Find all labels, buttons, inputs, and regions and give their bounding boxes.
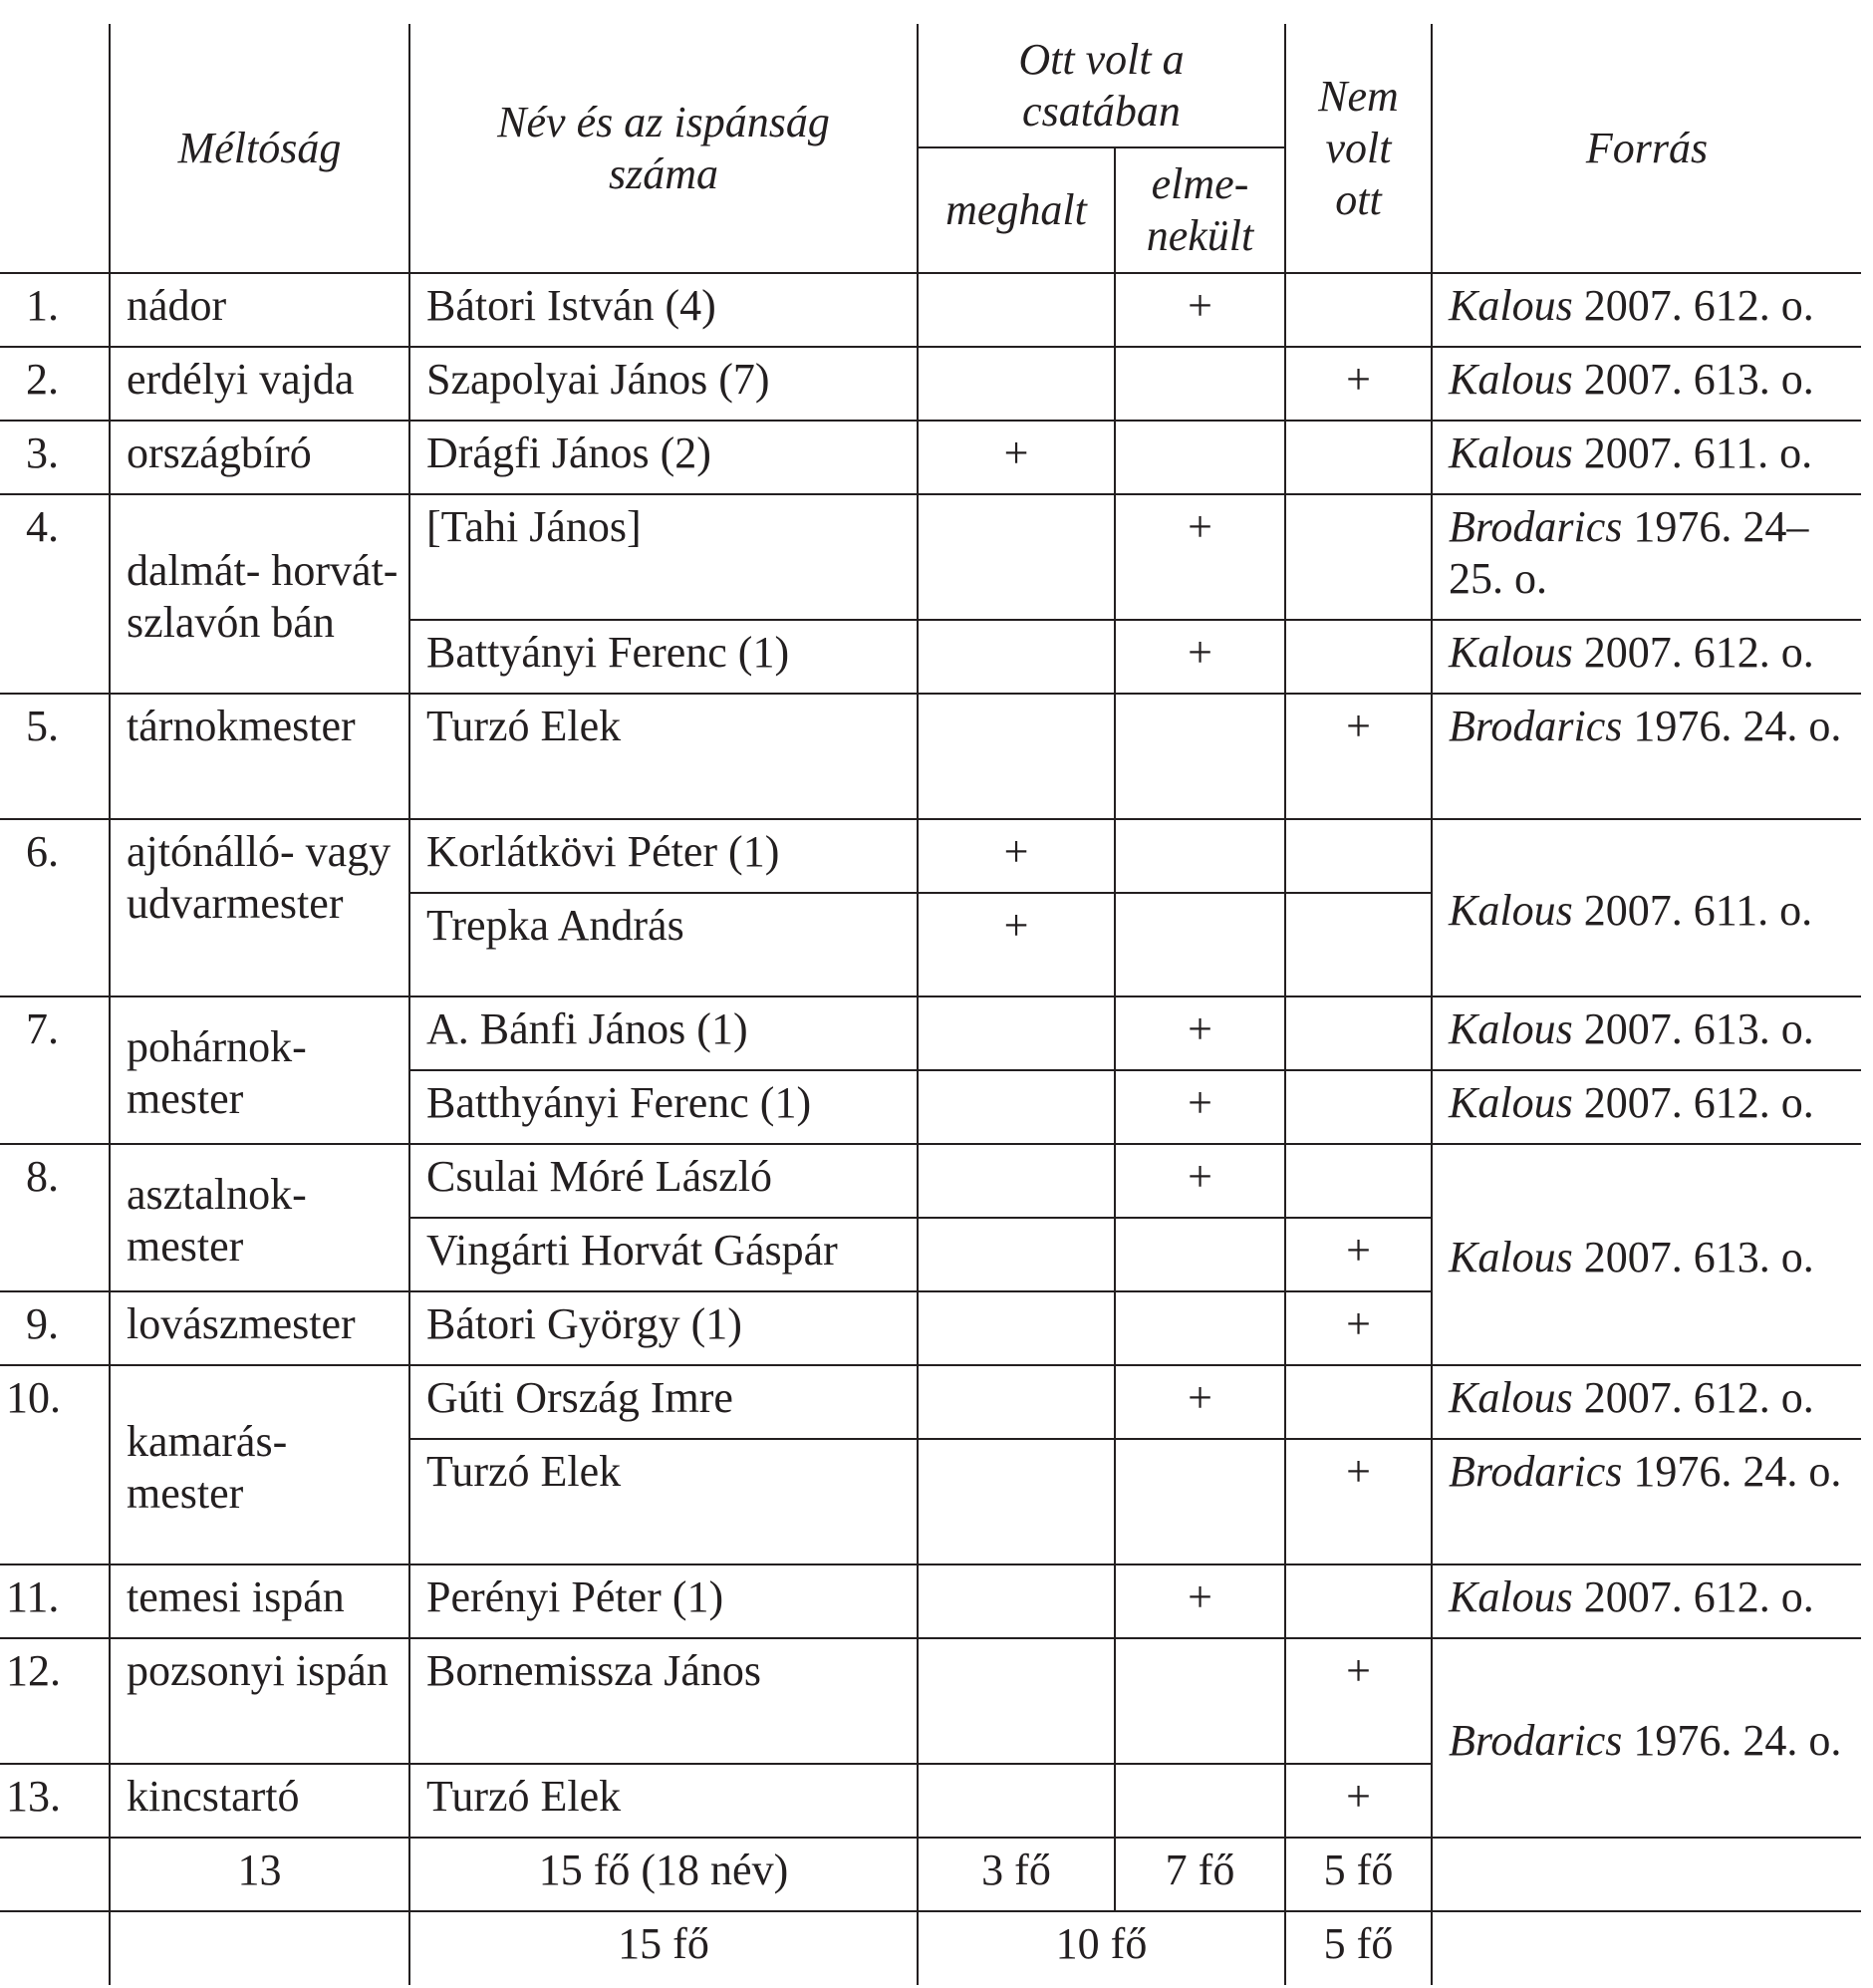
cell-died bbox=[918, 1070, 1115, 1144]
cell-died: + bbox=[918, 893, 1115, 996]
row-number: 3. bbox=[0, 421, 110, 494]
source-ref: 2007. 612. o. bbox=[1572, 628, 1814, 677]
row-rank: tárnokmester bbox=[110, 694, 409, 819]
source-ref: 1976. 24–25. o. bbox=[1449, 502, 1809, 603]
cell-absent: + bbox=[1285, 694, 1432, 819]
source-ref: 1976. 24. o. bbox=[1622, 702, 1842, 750]
totals-source-blank bbox=[1432, 1838, 1861, 1911]
row-source bbox=[1432, 1070, 1861, 1144]
cell-died bbox=[918, 694, 1115, 819]
totals-absent: 5 fő bbox=[1285, 1838, 1432, 1911]
totals2-absent: 5 fő bbox=[1285, 1911, 1432, 1985]
cell-fled bbox=[1115, 1291, 1285, 1365]
cell-fled: + bbox=[1115, 494, 1285, 620]
header-number bbox=[0, 24, 110, 273]
totals2-source-blank bbox=[1432, 1911, 1861, 1985]
row-number: 9. bbox=[0, 1291, 110, 1365]
cell-died: + bbox=[918, 421, 1115, 494]
totals-row bbox=[0, 1838, 1861, 1911]
source-author: Brodarics bbox=[1449, 502, 1623, 551]
row-rank: országbíró bbox=[110, 421, 409, 494]
header-present: Ott volt a csatában bbox=[918, 24, 1285, 147]
source-ref: 1976. 24. o. bbox=[1622, 1447, 1842, 1496]
row-source bbox=[1432, 996, 1861, 1070]
cell-absent bbox=[1285, 1564, 1432, 1638]
table-row bbox=[0, 1144, 1861, 1218]
table-row bbox=[0, 494, 1861, 620]
source-ref: 2007. 612. o. bbox=[1572, 281, 1814, 330]
cell-died bbox=[918, 996, 1115, 1070]
row-name: [Tahi János] bbox=[409, 494, 918, 620]
totals-ranks: 13 bbox=[110, 1838, 409, 1911]
cell-fled bbox=[1115, 819, 1285, 893]
cell-died bbox=[918, 620, 1115, 694]
cell-died bbox=[918, 1439, 1115, 1564]
cell-died bbox=[918, 1144, 1115, 1218]
row-source bbox=[1432, 273, 1861, 347]
row-rank: pohárnok- mester bbox=[110, 996, 409, 1144]
cell-fled bbox=[1115, 1439, 1285, 1564]
row-source bbox=[1432, 1144, 1861, 1365]
cell-fled bbox=[1115, 1764, 1285, 1838]
row-name: Bátori István (4) bbox=[409, 273, 918, 347]
row-number: 8. bbox=[0, 1144, 110, 1291]
totals2-blank bbox=[0, 1911, 110, 1985]
source-ref: 2007. 612. o. bbox=[1572, 1572, 1814, 1621]
totals2-names: 15 fő bbox=[409, 1911, 918, 1985]
table-row bbox=[0, 1365, 1861, 1439]
source-author: Kalous bbox=[1449, 1004, 1573, 1053]
cell-died bbox=[918, 1365, 1115, 1439]
header-died: meghalt bbox=[918, 147, 1115, 273]
table-row bbox=[0, 1564, 1861, 1638]
cell-fled: + bbox=[1115, 1070, 1285, 1144]
row-number: 11. bbox=[0, 1564, 110, 1638]
row-name: Turzó Elek bbox=[409, 694, 918, 819]
header-rank: Méltóság bbox=[110, 24, 409, 273]
cell-absent bbox=[1285, 1070, 1432, 1144]
row-number: 2. bbox=[0, 347, 110, 421]
cell-absent: + bbox=[1285, 1764, 1432, 1838]
row-name: Csulai Móré László bbox=[409, 1144, 918, 1218]
cell-absent bbox=[1285, 620, 1432, 694]
source-author: Kalous bbox=[1449, 628, 1573, 677]
cell-fled bbox=[1115, 694, 1285, 819]
cell-died: + bbox=[918, 819, 1115, 893]
header-name: Név és az ispánság száma bbox=[409, 24, 918, 273]
table-row bbox=[0, 819, 1861, 893]
cell-absent: + bbox=[1285, 1638, 1432, 1764]
cell-died bbox=[918, 1564, 1115, 1638]
row-name: Battyányi Ferenc (1) bbox=[409, 620, 918, 694]
row-name: Bátori György (1) bbox=[409, 1291, 918, 1365]
row-source bbox=[1432, 1365, 1861, 1439]
table-row bbox=[0, 1638, 1861, 1764]
header-row bbox=[0, 24, 1861, 147]
source-author: Kalous bbox=[1449, 886, 1573, 935]
cell-absent bbox=[1285, 494, 1432, 620]
source-ref: 2007. 613. o. bbox=[1572, 1233, 1814, 1281]
source-author: Kalous bbox=[1449, 1572, 1573, 1621]
source-author: Brodarics bbox=[1449, 1447, 1623, 1496]
cell-absent: + bbox=[1285, 1218, 1432, 1291]
row-rank: nádor bbox=[110, 273, 409, 347]
header-fled: elme- nekült bbox=[1115, 147, 1285, 273]
row-number: 7. bbox=[0, 996, 110, 1144]
row-name: Batthyányi Ferenc (1) bbox=[409, 1070, 918, 1144]
row-rank: ajtónálló- vagy udvarmester bbox=[110, 819, 409, 996]
row-name: A. Bánfi János (1) bbox=[409, 996, 918, 1070]
cell-absent bbox=[1285, 421, 1432, 494]
source-author: Kalous bbox=[1449, 1233, 1573, 1281]
source-author: Kalous bbox=[1449, 355, 1573, 404]
source-ref: 2007. 612. o. bbox=[1572, 1373, 1814, 1422]
row-source bbox=[1432, 694, 1861, 819]
row-rank: lovászmester bbox=[110, 1291, 409, 1365]
cell-fled bbox=[1115, 1218, 1285, 1291]
source-author: Brodarics bbox=[1449, 702, 1623, 750]
table-row bbox=[0, 273, 1861, 347]
row-name: Turzó Elek bbox=[409, 1764, 918, 1838]
cell-fled bbox=[1115, 893, 1285, 996]
source-author: Kalous bbox=[1449, 1078, 1573, 1127]
row-name: Vingárti Horvát Gáspár bbox=[409, 1218, 918, 1291]
row-name: Trepka András bbox=[409, 893, 918, 996]
cell-died bbox=[918, 347, 1115, 421]
header-absent: Nem volt ott bbox=[1285, 24, 1432, 273]
row-source bbox=[1432, 620, 1861, 694]
source-ref: 2007. 613. o. bbox=[1572, 1004, 1814, 1053]
row-number: 5. bbox=[0, 694, 110, 819]
cell-absent bbox=[1285, 996, 1432, 1070]
row-name: Drágfi János (2) bbox=[409, 421, 918, 494]
cell-absent bbox=[1285, 273, 1432, 347]
cell-died bbox=[918, 273, 1115, 347]
source-ref: 2007. 613. o. bbox=[1572, 355, 1814, 404]
row-number: 12. bbox=[0, 1638, 110, 1764]
cell-fled: + bbox=[1115, 996, 1285, 1070]
cell-died bbox=[918, 494, 1115, 620]
row-rank: asztalnok- mester bbox=[110, 1144, 409, 1291]
row-name: Szapolyai János (7) bbox=[409, 347, 918, 421]
row-source bbox=[1432, 347, 1861, 421]
table-row bbox=[0, 347, 1861, 421]
cell-died bbox=[918, 1291, 1115, 1365]
totals2-rank-blank bbox=[110, 1911, 409, 1985]
row-rank: pozsonyi ispán bbox=[110, 1638, 409, 1764]
row-source bbox=[1432, 494, 1861, 620]
row-source bbox=[1432, 1564, 1861, 1638]
source-ref: 2007. 612. o. bbox=[1572, 1078, 1814, 1127]
row-source bbox=[1432, 819, 1861, 996]
totals-row-2 bbox=[0, 1911, 1861, 1985]
cell-fled bbox=[1115, 421, 1285, 494]
source-author: Kalous bbox=[1449, 1373, 1573, 1422]
source-ref: 2007. 611. o. bbox=[1572, 428, 1813, 477]
cell-died bbox=[918, 1638, 1115, 1764]
row-name: Turzó Elek bbox=[409, 1439, 918, 1564]
row-number: 13. bbox=[0, 1764, 110, 1838]
totals-died: 3 fő bbox=[918, 1838, 1115, 1911]
row-name: Perényi Péter (1) bbox=[409, 1564, 918, 1638]
row-rank: kamarás- mester bbox=[110, 1365, 409, 1564]
row-name: Korlátkövi Péter (1) bbox=[409, 819, 918, 893]
row-name: Bornemissza János bbox=[409, 1638, 918, 1764]
row-rank: kincstartó bbox=[110, 1764, 409, 1838]
cell-absent bbox=[1285, 1365, 1432, 1439]
battle-officials-table bbox=[0, 24, 1861, 1985]
table-row bbox=[0, 694, 1861, 819]
row-rank: erdélyi vajda bbox=[110, 347, 409, 421]
source-author: Kalous bbox=[1449, 281, 1573, 330]
cell-fled: + bbox=[1115, 620, 1285, 694]
row-source bbox=[1432, 1439, 1861, 1564]
cell-died bbox=[918, 1218, 1115, 1291]
totals-fled: 7 fő bbox=[1115, 1838, 1285, 1911]
totals-names: 15 fő (18 név) bbox=[409, 1838, 918, 1911]
cell-absent bbox=[1285, 893, 1432, 996]
row-number: 1. bbox=[0, 273, 110, 347]
cell-fled bbox=[1115, 1638, 1285, 1764]
cell-fled: + bbox=[1115, 1365, 1285, 1439]
row-rank: dalmát- horvát- szlavón bán bbox=[110, 494, 409, 694]
row-number: 10. bbox=[0, 1365, 110, 1564]
source-author: Brodarics bbox=[1449, 1716, 1623, 1765]
cell-died bbox=[918, 1764, 1115, 1838]
row-number: 4. bbox=[0, 494, 110, 694]
row-source bbox=[1432, 421, 1861, 494]
cell-absent: + bbox=[1285, 1291, 1432, 1365]
totals2-present: 10 fő bbox=[918, 1911, 1285, 1985]
source-ref: 1976. 24. o. bbox=[1622, 1716, 1842, 1765]
cell-absent bbox=[1285, 1144, 1432, 1218]
cell-fled bbox=[1115, 347, 1285, 421]
totals-blank bbox=[0, 1838, 110, 1911]
row-number: 6. bbox=[0, 819, 110, 996]
row-rank: temesi ispán bbox=[110, 1564, 409, 1638]
cell-absent: + bbox=[1285, 1439, 1432, 1564]
row-name: Gúti Ország Imre bbox=[409, 1365, 918, 1439]
header-source: Forrás bbox=[1432, 24, 1861, 273]
cell-fled: + bbox=[1115, 1564, 1285, 1638]
row-source bbox=[1432, 1638, 1861, 1838]
cell-fled: + bbox=[1115, 273, 1285, 347]
table-row bbox=[0, 996, 1861, 1070]
cell-absent bbox=[1285, 819, 1432, 893]
cell-absent: + bbox=[1285, 347, 1432, 421]
cell-fled: + bbox=[1115, 1144, 1285, 1218]
source-author: Kalous bbox=[1449, 428, 1573, 477]
table-row bbox=[0, 421, 1861, 494]
source-ref: 2007. 611. o. bbox=[1572, 886, 1813, 935]
